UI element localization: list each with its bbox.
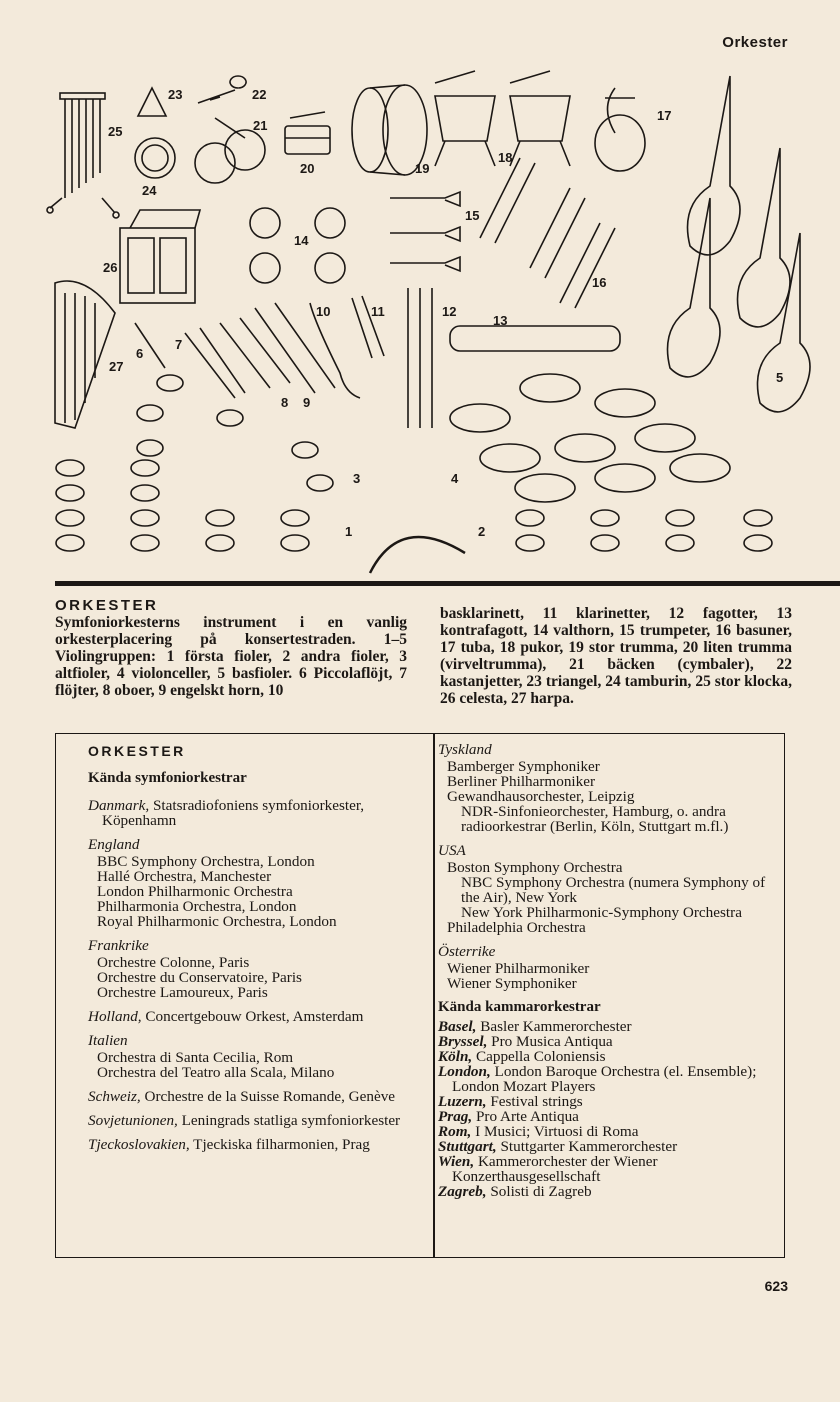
chamber-entry — [438, 1109, 773, 1124]
symphony-heading: Kända symfoniorkestrar — [88, 770, 247, 786]
entry-osterrike — [438, 944, 773, 991]
orchestra-name: Royal Philharmonic Orchestra, London — [97, 913, 337, 930]
country-name: Danmark, — [88, 797, 150, 814]
running-header: Orkester — [722, 34, 788, 51]
orchestra-name: NBC Symphony Orchestra (numera Symphony of the Air), New York — [461, 874, 766, 906]
city-name: Bryssel, — [438, 1033, 488, 1050]
second-violin-drawing — [516, 510, 772, 551]
conductor-arc-drawing — [370, 537, 465, 573]
box-divider — [433, 734, 435, 1257]
tambourine-drawing — [135, 138, 175, 178]
snare-drum-drawing — [285, 126, 330, 154]
country-name: England — [88, 836, 140, 853]
box-right-column — [438, 742, 773, 1199]
country-name: Frankrike — [88, 937, 149, 954]
trumpet-drawing — [390, 192, 460, 271]
orchestra-name: Statsradiofoniens symfoniorkester, Köpenhamn — [102, 797, 365, 829]
orchestra-name: Orchestra di Santa Cecilia, Rom — [97, 1049, 294, 1066]
caption-left-column — [55, 614, 407, 699]
label-18: 18 — [498, 150, 513, 165]
chamber-entry — [438, 1094, 773, 1109]
box-title: ORKESTER — [88, 743, 186, 759]
orchestra-name: Orchestra del Teatro alla Scala, Milano — [97, 1064, 335, 1081]
country-name: Tjeckoslovakien, — [88, 1136, 190, 1153]
entry-sovjetunionen — [88, 1113, 406, 1128]
country-name: Tyskland — [438, 741, 492, 758]
label-12: 12 — [442, 304, 457, 319]
country-name: Österrike — [438, 943, 496, 960]
chamber-orchestra: Pro Arte Antiqua — [475, 1108, 579, 1125]
city-name: Köln, — [438, 1048, 473, 1065]
label-5: 5 — [776, 370, 784, 385]
orchestra-name: New York Philharmonic-Symphony Orchestra — [461, 904, 742, 921]
entry-holland — [88, 1009, 406, 1024]
orchestra-name: Wiener Symphoniker — [447, 975, 577, 992]
chamber-orchestra: Cappella Coloniensis — [475, 1048, 606, 1065]
orchestra-name: NDR-Sinfonieorchester, Hamburg, o. andra radioorkestrar (Berlin, Köln, Stuttgart m.fl.) — [461, 803, 729, 835]
chamber-orchestra: Solisti di Zagreb — [490, 1183, 592, 1200]
caption-right-column — [440, 605, 792, 707]
label-23: 23 — [168, 87, 183, 102]
entry-tyskland — [438, 742, 773, 834]
orchestra-name: Orchestre Lamoureux, Paris — [97, 984, 268, 1001]
entry-schweiz — [88, 1089, 406, 1104]
orchestra-name: London Philharmonic Orchestra — [97, 883, 293, 900]
orchestra-name: Berliner Philharmoniker — [447, 773, 596, 790]
chamber-entry — [438, 1139, 773, 1154]
chamber-entry — [438, 1124, 773, 1139]
city-name: London, — [438, 1063, 491, 1080]
label-8: 8 — [281, 395, 289, 410]
chamber-heading: Kända kammarorkestrar — [438, 999, 601, 1015]
orchestra-name: Hallé Orchestra, Manchester — [97, 868, 272, 885]
entry-frankrike — [88, 938, 406, 1000]
chamber-entry — [438, 1019, 773, 1034]
entry-england — [88, 837, 406, 929]
city-name: Wien, — [438, 1153, 475, 1170]
label-24: 24 — [142, 183, 157, 198]
orchestra-name: Boston Symphony Orchestra — [447, 859, 623, 876]
label-26: 26 — [103, 260, 118, 275]
label-19: 19 — [415, 161, 430, 176]
celesta-drawing — [120, 228, 195, 303]
label-22: 22 — [252, 87, 267, 102]
label-25: 25 — [108, 124, 123, 139]
chamber-entry — [438, 1049, 773, 1064]
section-rule — [55, 581, 840, 586]
chamber-entry — [438, 1064, 773, 1094]
label-17: 17 — [657, 108, 672, 123]
orchestra-illustration — [40, 58, 840, 578]
orchestra-name: Philharmonia Orchestra, London — [97, 898, 297, 915]
country-name: Sovjetunionen, — [88, 1112, 178, 1129]
chamber-orchestra: Kammerorchester der Wiener Konzerthausgesellschaft — [452, 1153, 658, 1185]
woodwind-drawing — [135, 303, 335, 398]
chamber-orchestra: Pro Musica Antiqua — [491, 1033, 613, 1050]
cello-drawing — [450, 374, 730, 502]
label-11: 11 — [371, 304, 385, 319]
orchestra-name: Concertgebouw Orkest, Amsterdam — [145, 1008, 364, 1025]
entry-italien — [88, 1033, 406, 1080]
bassoon-drawing — [408, 288, 432, 428]
label-14: 14 — [294, 233, 309, 248]
tubular-bells-drawing — [47, 93, 119, 218]
label-10: 10 — [316, 304, 331, 319]
label-27: 27 — [109, 359, 124, 374]
chamber-orchestra: Stuttgarter Kammerorchester — [500, 1138, 678, 1155]
orchestra-name: Leningrads statliga symfoniorkester — [181, 1112, 401, 1129]
city-name: Prag, — [438, 1108, 473, 1125]
first-violin-drawing — [56, 460, 309, 551]
entry-usa — [438, 843, 773, 935]
orchestra-name: Tjeckiska filharmonien, Prag — [193, 1136, 370, 1153]
orchestra-name: Gewandhausorchester, Leipzig — [447, 788, 635, 805]
label-16: 16 — [592, 275, 607, 290]
city-name: Basel, — [438, 1018, 477, 1035]
chamber-entry — [438, 1154, 773, 1184]
label-20: 20 — [300, 161, 315, 176]
chamber-orchestra: Basler Kammerorchester — [480, 1018, 632, 1035]
instrument-number-labels — [103, 87, 783, 539]
tuba-drawing — [595, 115, 645, 171]
city-name: Rom, — [438, 1123, 472, 1140]
country-name: Holland, — [88, 1008, 142, 1025]
castanets-drawing — [198, 76, 246, 103]
chamber-orchestra: London Baroque Orchestra (el. Ensemble); London Mozart Players — [452, 1063, 757, 1095]
orchestra-name: Orchestre Colonne, Paris — [97, 954, 250, 971]
chamber-entry — [438, 1184, 773, 1199]
caption-left-text: Symfoniorkesterns instrument i en vanlig orkesterplacering på konsertestraden. 1–5 Violingruppen: 1 första fioler, 2 andra fioler, 3 altfioler, 4 violonceller, 5 basfioler. 6 Piccolaflöjt, 7 flöjter, 8 oboer, 9 engelskt horn, 10 — [55, 614, 407, 699]
caption-title: ORKESTER — [55, 597, 159, 614]
orchestra-name: Bamberger Symphoniker — [447, 758, 600, 775]
orchestra-name: Orchestre de la Suisse Romande, Genève — [144, 1088, 396, 1105]
orchestra-name: Philadelphia Orchestra — [447, 919, 586, 936]
orchestra-name: Wiener Philharmoniker — [447, 960, 590, 977]
city-name: Zagreb, — [438, 1183, 487, 1200]
horn-drawing — [250, 208, 280, 238]
label-2: 2 — [478, 524, 486, 539]
chamber-list — [438, 1019, 773, 1199]
label-9: 9 — [303, 395, 311, 410]
chamber-orchestra: Festival strings — [490, 1093, 583, 1110]
label-13: 13 — [493, 313, 508, 328]
contrabassoon-drawing — [450, 326, 620, 351]
label-15: 15 — [465, 208, 480, 223]
chamber-orchestra: I Musici; Virtuosi di Roma — [475, 1123, 639, 1140]
city-name: Stuttgart, — [438, 1138, 497, 1155]
orchestra-name: BBC Symphony Orchestra, London — [97, 853, 315, 870]
orchestra-name: Orchestre du Conservatoire, Paris — [97, 969, 302, 986]
timpani-drawing — [435, 96, 495, 141]
label-3: 3 — [353, 471, 361, 486]
double-bass-drawing — [668, 76, 811, 412]
label-7: 7 — [175, 337, 183, 352]
label-6: 6 — [136, 346, 144, 361]
triangle-drawing — [138, 88, 166, 116]
box-left-column — [88, 742, 406, 1161]
page-number: 623 — [764, 1278, 788, 1294]
city-name: Luzern, — [438, 1093, 487, 1110]
label-4: 4 — [451, 471, 459, 486]
caption-right-text: basklarinett, 11 klarinetter, 12 fagotter, 13 kontrafagott, 14 valthorn, 15 trumpeter, 16 basuner, 17 tuba, 18 pukor, 19 stor trumma, 20 liten trumma (virveltrumma), 21 bäcken (cymbaler), 22 kastanjetter, 23 triangel, 24 tamburin, 25 stor klocka, 26 celesta, 27 harpa. — [440, 605, 792, 707]
country-name: Italien — [88, 1032, 128, 1049]
label-1: 1 — [345, 524, 353, 539]
chamber-entry — [438, 1034, 773, 1049]
viola-drawing — [137, 375, 333, 491]
entry-danmark — [88, 798, 406, 828]
country-name: USA — [438, 842, 466, 859]
entry-tjeckoslovakien — [88, 1137, 406, 1152]
country-name: Schweiz, — [88, 1088, 141, 1105]
label-21: 21 — [253, 118, 268, 133]
